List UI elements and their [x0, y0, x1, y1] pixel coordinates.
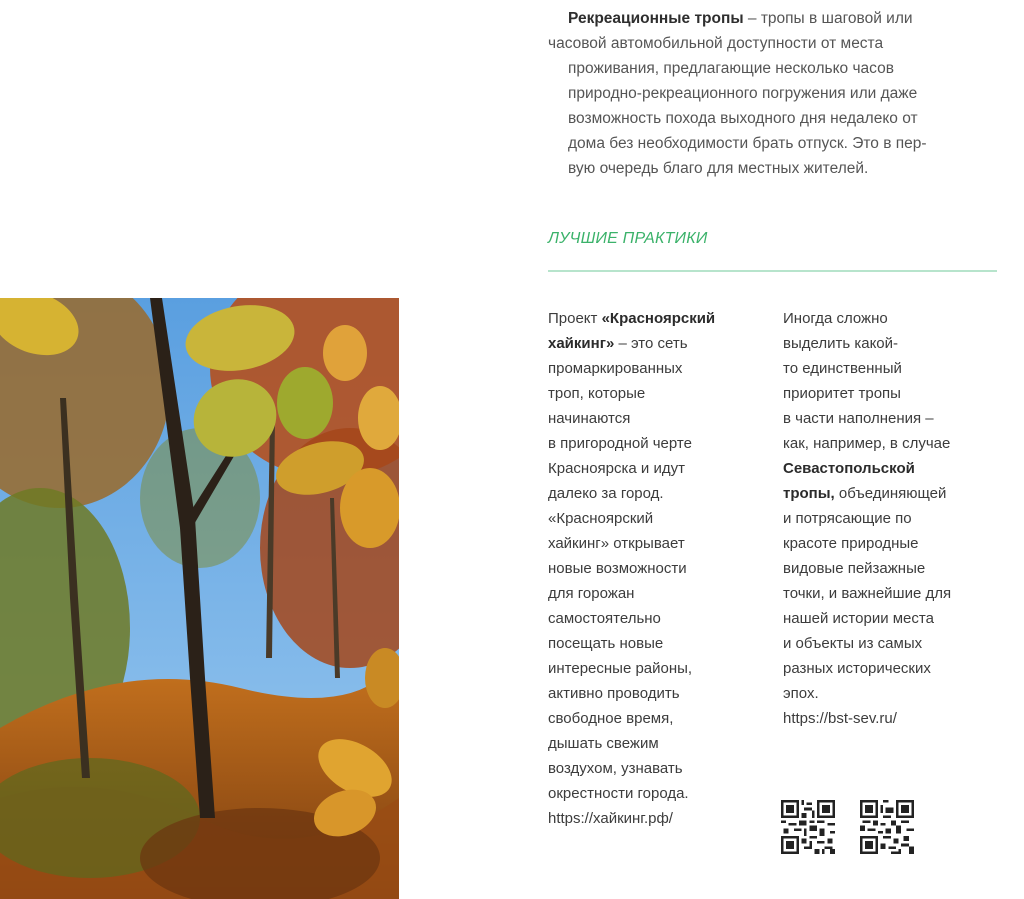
col2-line: и объекты из самых [783, 635, 923, 652]
col1-line: дышать свежим [548, 735, 659, 752]
col2-line: выделить какой- [783, 335, 899, 352]
intro-lead: Рекреационные тропы [568, 10, 744, 27]
col1-line: новые возможности [548, 560, 687, 577]
col1-line: воздухом, узнавать [548, 760, 683, 777]
col1-line: свободное время, [548, 710, 674, 727]
col2-line: и потрясающие по [783, 510, 912, 527]
col1-line: окрестности города. [548, 785, 689, 802]
trail-name-bold: Севастопольской [783, 460, 915, 477]
col2-line: разных исторических [783, 660, 931, 677]
intro-line: возможность похода выходного дня недалеко от [568, 110, 918, 127]
col1-line: хайкинг» открывает [548, 535, 685, 552]
col1-line: самостоятельно [548, 610, 661, 627]
col1-line: интересные районы, [548, 660, 693, 677]
col1-line: промаркированных [548, 360, 683, 377]
intro-line: природно-рекреационного погружения или даже [568, 85, 918, 102]
hiking-url-link[interactable]: https://хайкинг.рф/ [548, 810, 673, 827]
col2-line: как, например, в случае [783, 435, 951, 452]
col1-line: в пригородной черте [548, 435, 692, 452]
col2-line: красоте природные [783, 535, 919, 552]
col1-line: Красноярска и идут [548, 460, 685, 477]
col1-line: начинаются [548, 410, 631, 427]
col2-line: точки, и важнейшие для [783, 585, 952, 602]
intro-line: – тропы в шаговой или [743, 10, 913, 27]
col1-line: троп, которые [548, 385, 646, 402]
trail-name-bold: тропы, [783, 485, 835, 502]
project-name-bold: «Красноярский [601, 310, 716, 327]
col1-line: далеко за город. [548, 485, 664, 502]
intro-line: часовой автомобильной доступности от места [548, 35, 884, 52]
col1-line: Проект «Красноярский [548, 310, 716, 327]
col1-line: «Красноярский [548, 510, 654, 527]
col2-line: приоритет тропы [783, 385, 901, 402]
col2-line: эпох. [783, 685, 819, 702]
col2-line: Иногда сложно [783, 310, 888, 327]
col2-line: тропы, объединяющей [783, 485, 947, 502]
intro-line: вую очередь благо для местных жителей. [568, 160, 869, 177]
intro-paragraph [548, 6, 1003, 181]
qr-code-icon [781, 800, 835, 854]
col2-line: то единственный [783, 360, 902, 377]
section-divider [548, 270, 997, 272]
intro-line: дома без необходимости брать отпуск. Это в пер- [568, 135, 927, 152]
col2-line: видовые пейзажные [783, 560, 926, 577]
intro-line: проживания, предлагающие несколько часов [568, 60, 894, 77]
qr-code-icon [860, 800, 914, 854]
autumn-forest-photo [0, 298, 399, 899]
sevastopol-url-link[interactable]: https://bst-sev.ru/ [783, 710, 897, 727]
best-practice-krasnoyarsk [548, 306, 763, 831]
col1-line: хайкинг» – это сеть [548, 335, 688, 352]
project-name-bold: хайкинг» [548, 335, 615, 352]
best-practice-sevastopol [783, 306, 1005, 731]
col2-line: нашей истории места [783, 610, 934, 627]
col1-line: активно проводить [548, 685, 680, 702]
col2-line [783, 456, 1005, 481]
section-heading: ЛУЧШИЕ ПРАКТИКИ [548, 230, 708, 247]
col1-line: для горожан [548, 585, 635, 602]
col1-line: посещать новые [548, 635, 664, 652]
col2-line: в части наполнения – [783, 410, 934, 427]
